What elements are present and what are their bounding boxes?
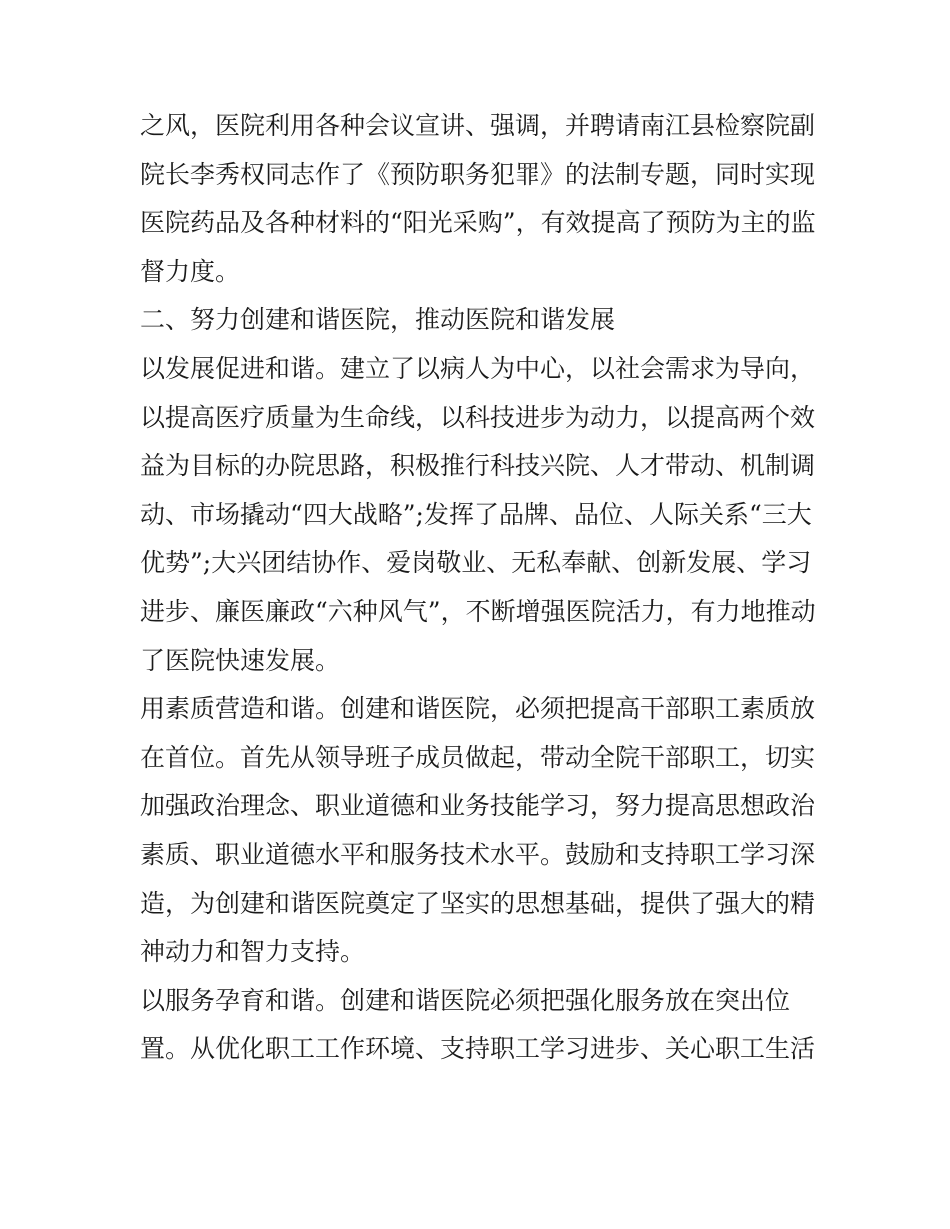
text-line: 动、市场撬动“四大战略”;发挥了品牌、品位、人际关系“三大 [140, 499, 812, 529]
text-line: 以服务孕育和谐。创建和谐医院必须把强化服务放在突出位 [140, 985, 791, 1015]
document-body [140, 102, 820, 1074]
text-line: 进步、廉医廉政“六种风气”，不断增强医院活力，有力地推动 [140, 596, 816, 626]
text-line: 神动力和智力支持。 [140, 937, 366, 967]
text-line: 之风，医院利用各种会议宣讲、强调，并聘请南江县检察院副 [140, 111, 816, 140]
text-line: 造，为创建和谐医院奠定了坚实的思想基础，提供了强大的精 [140, 888, 816, 918]
text-line: 了医院快速发展。 [140, 645, 341, 675]
text-line: 督力度。 [140, 256, 241, 286]
text-line: 用素质营造和谐。创建和谐医院，必须把提高干部职工素质放 [140, 694, 816, 724]
text-line: 素质、职业道德水平和服务技术水平。鼓励和支持职工学习深 [140, 839, 816, 869]
text-line: 院长李秀权同志作了《预防职务犯罪》的法制专题，同时实现 [140, 159, 816, 189]
text-line: 以提高医疗质量为生命线，以科技进步为动力，以提高两个效 [140, 402, 816, 432]
text-line: 优势”;大兴团结协作、爱岗敬业、无私奉献、创新发展、学习 [140, 548, 812, 578]
text-line: 医院药品及各种材料的“阳光采购”，有效提高了预防为主的监 [140, 208, 816, 238]
text-line: 在首位。首先从领导班子成员做起，带动全院干部职工，切实 [140, 742, 816, 772]
text-line: 以发展促进和谐。建立了以病人为中心，以社会需求为导向， [140, 353, 816, 383]
section-heading: 二、努力创建和谐医院，推动医院和谐发展 [140, 305, 616, 335]
text-line: 置。从优化职工工作环境、支持职工学习进步、关心职工生活 [140, 1034, 816, 1064]
text-line: 加强政治理念、职业道德和业务技能学习，努力提高思想政治 [140, 791, 816, 821]
text-line: 益为目标的办院思路，积极推行科技兴院、人才带动、机制调 [140, 451, 816, 481]
